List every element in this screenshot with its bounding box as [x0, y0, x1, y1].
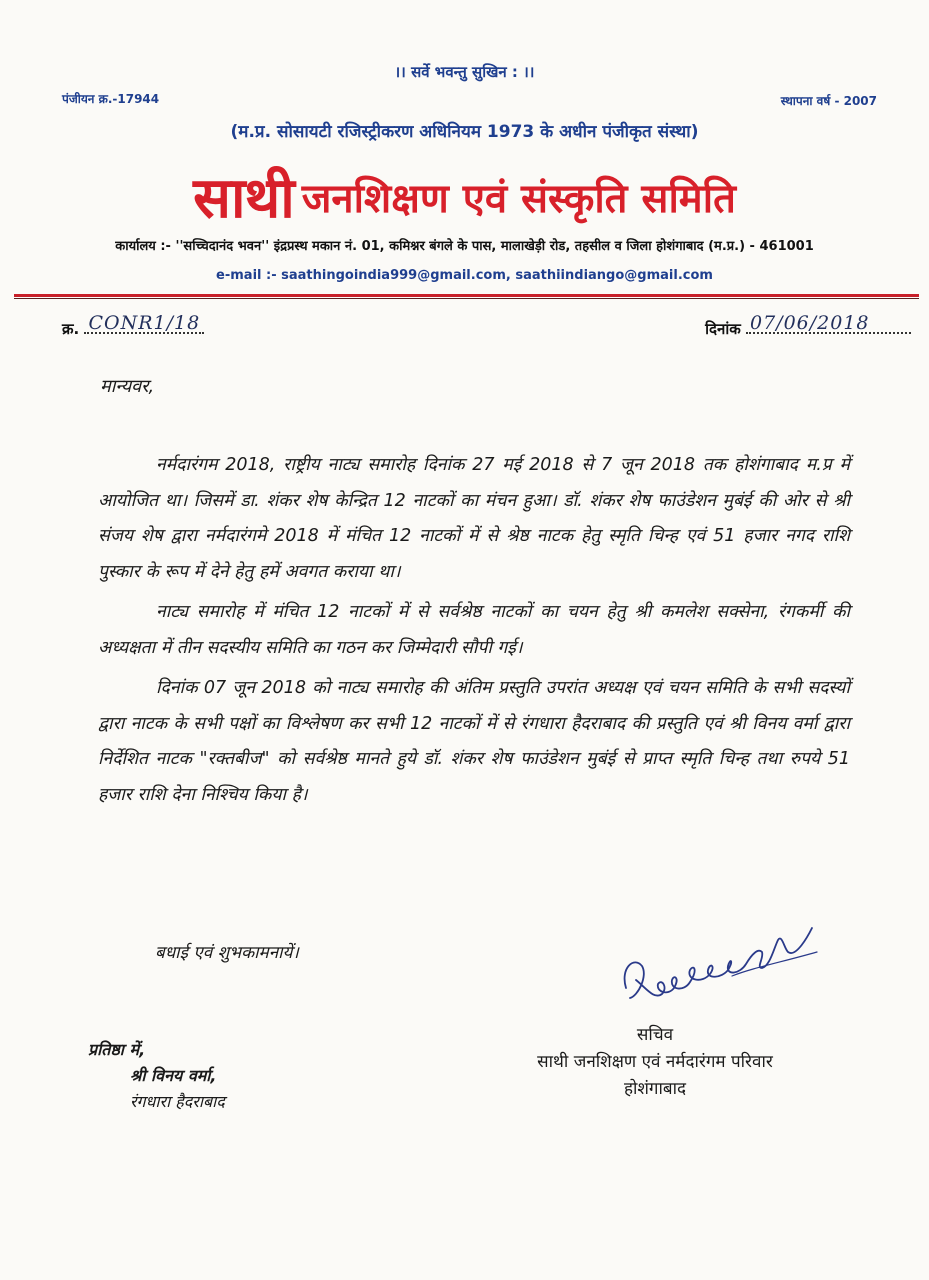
body-paragraph: नाट्य समारोह में मंचित 12 नाटकों में से सर्वश्रेष्ठ नाटकों का चयन हेतु श्री कमलेश सक्सेना, रंगकर्मी की अध्यक्षता में तीन सदस्यीय समिति का गठन कर जिम्मेदारी सौपी गई। [98, 602, 850, 658]
date-label: दिनांक [705, 320, 741, 338]
recipient-label: प्रतिष्ठा में, [88, 1040, 146, 1059]
congratulations-line: बधाई एवं शुभकामनायें। [155, 943, 299, 963]
date-value: 07/06/2018 [750, 312, 870, 334]
body-paragraph: दिनांक 07 जून 2018 को नाट्य समारोह की अंतिम प्रस्तुति उपरांत अध्यक्ष एवं चयन समिति के सभी सदस्यों द्वारा नाटक के सभी पक्षों का विश्लेषण कर सभी 12 नाटकों में से रंगधारा हैदराबाद की प्रस्तुति एवं श्री विनय वर्मा द्वारा निर्देशित नाटक "रक्तबीज" को सर्वश्रेष्ठ मानते हुये डॉ. शंकर शेष फाउंडेशन मुबंई से प्राप्त स्मृति चिन्ह तथा रुपये 51 हजार राशि देना निश्चिय किया है। [98, 678, 850, 805]
recipient-name: श्री विनय वर्मा, [130, 1066, 217, 1085]
date-line [705, 312, 911, 339]
establishment-year: स्थापना वर्ष - 2007 [780, 94, 877, 108]
signatory-block [500, 1022, 810, 1103]
recipient-organization: रंगधारा हैदराबाद [130, 1092, 225, 1111]
motto: ।। सर्वे भवन्तु सुखिन : ।। [394, 63, 535, 81]
body-paragraph: नर्मदारंगम 2018, राष्ट्रीय नाट्य समारोह दिनांक 27 मई 2018 से 7 जून 2018 तक होशंगाबाद म.प्र में आयोजित था। जिसमें डा. शंकर शेष केन्द्रित 12 नाटकों का मंचन हुआ। डॉ. शंकर शेष फाउंडेशन मुबंई की ओर से श्री संजय शेष द्वारा नर्मदारंगमे 2018 में मंचित 12 नाटकों में से श्रेष्ठ नाटक हेतु स्मृति चिन्ह एवं 51 हजार नगद राशि पुस्कार के रूप में देने हेतु हमें अवगत कराया था। [98, 455, 850, 582]
signatory-title: सचिव [636, 1025, 674, 1045]
organization-name-first: साथी [193, 166, 294, 231]
header-divider-thin [14, 298, 919, 299]
letter-body [98, 448, 850, 813]
reference-value: CONR1/18 [88, 312, 201, 334]
registration-number: पंजीयन क्र.-17944 [62, 92, 160, 106]
organization-name-rest: जनशिक्षण एवं संस्कृति समिति [301, 175, 736, 222]
date-field [746, 312, 911, 334]
organization-name [0, 158, 929, 234]
handwritten-signature [612, 918, 842, 1018]
header-divider [14, 294, 919, 297]
reference-field [84, 312, 204, 334]
contact-email: e-mail :- saathingoindia999@gmail.com, saathiindiango@gmail.com [216, 268, 713, 283]
reference-label: क्र. [62, 320, 80, 338]
registration-act: (म.प्र. सोसायटी रजिस्ट्रीकरण अधिनियम 1973 के अधीन पंजीकृत संस्था) [230, 122, 699, 142]
signatory-city: होशंगाबाद [623, 1079, 687, 1099]
reference-line [62, 312, 204, 339]
salutation: मान्यवर, [100, 376, 155, 397]
office-address: कार्यालय :- ''सच्चिदानंद भवन'' इंद्रप्रस्थ मकान नं. 01, कमिश्नर बंगले के पास, मालाखेड़ी रोड, तहसील व जिला होशंगाबाद (म.प्र.) - 461001 [115, 239, 814, 254]
signatory-organization: साथी जनशिक्षण एवं नर्मदारंगम परिवार [537, 1052, 773, 1072]
